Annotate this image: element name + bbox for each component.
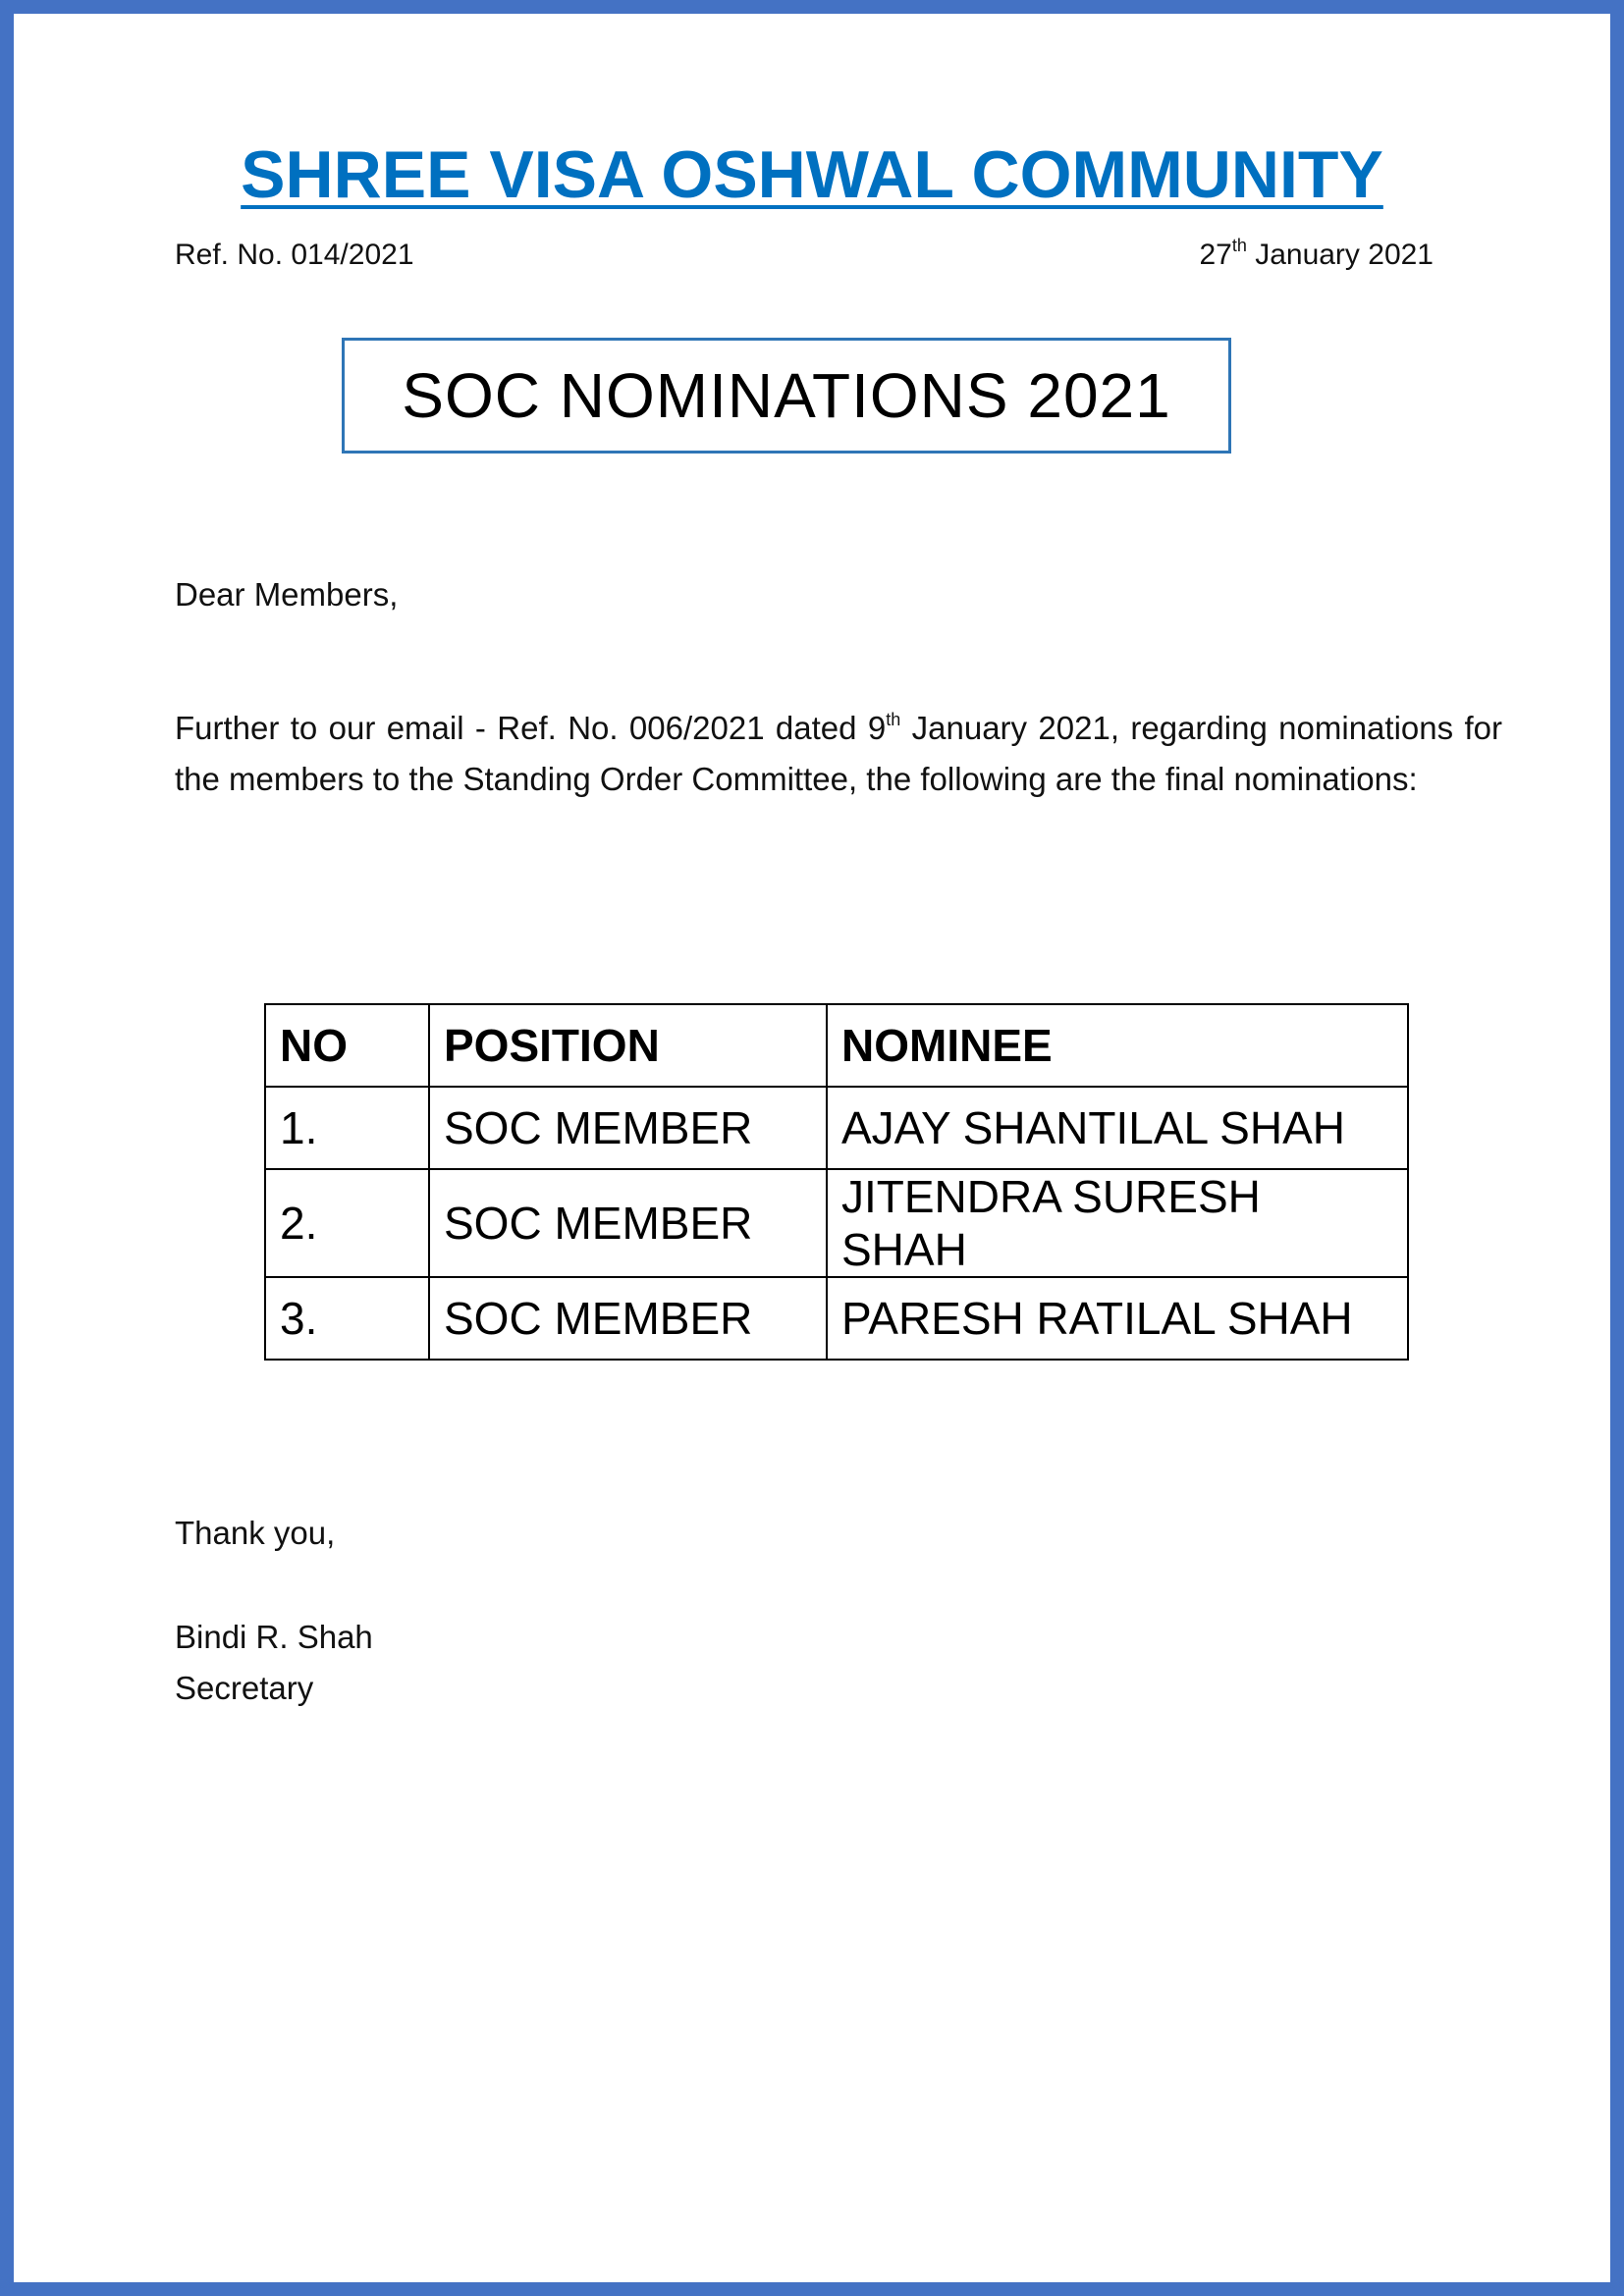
signer-name: Bindi R. Shah [175, 1619, 373, 1655]
body-paragraph-part1: Further to our email - Ref. No. 006/2021 dated 9 [175, 710, 887, 746]
heading-box [342, 338, 1231, 454]
salutation: Dear Members, [175, 576, 399, 613]
cell-nominee: PARESH RATILAL SHAH [827, 1277, 1408, 1360]
cell-nominee: JITENDRA SURESH SHAH [827, 1169, 1408, 1277]
organization-title-text: SHREE VISA OSHWAL COMMUNITY [241, 137, 1383, 212]
header-nominee: NOMINEE [827, 1004, 1408, 1087]
table-row [265, 1087, 1408, 1169]
letter-date-suffix: th [1231, 236, 1247, 255]
letter-date [1199, 236, 1434, 275]
cell-no: 3. [265, 1277, 429, 1360]
table-row [265, 1169, 1408, 1277]
cell-no: 2. [265, 1169, 429, 1277]
body-paragraph-superscript: th [886, 710, 901, 729]
nominations-table [264, 1003, 1409, 1361]
cell-no: 1. [265, 1087, 429, 1169]
table-header-row [265, 1004, 1408, 1087]
table-row [265, 1277, 1408, 1360]
header-no: NO [265, 1004, 429, 1087]
closing-thanks: Thank you, [175, 1515, 336, 1551]
cell-position: SOC MEMBER [429, 1087, 827, 1169]
letter-date-day: 27 [1199, 239, 1232, 271]
signer-title: Secretary [175, 1670, 314, 1706]
header-position: POSITION [429, 1004, 827, 1087]
document-heading: SOC NOMINATIONS 2021 [402, 360, 1171, 431]
body-paragraph [175, 703, 1502, 805]
letter-date-rest: January 2021 [1246, 239, 1434, 271]
reference-number: Ref. No. 014/2021 [175, 239, 414, 271]
cell-position: SOC MEMBER [429, 1277, 827, 1360]
body-paragraph-part2: January 2021, regarding nominations for the members to the Standing Order Committee, the following are the final nominations: [175, 710, 1502, 797]
cell-position: SOC MEMBER [429, 1169, 827, 1277]
cell-nominee: AJAY SHANTILAL SHAH [827, 1087, 1408, 1169]
organization-title [0, 135, 1624, 214]
